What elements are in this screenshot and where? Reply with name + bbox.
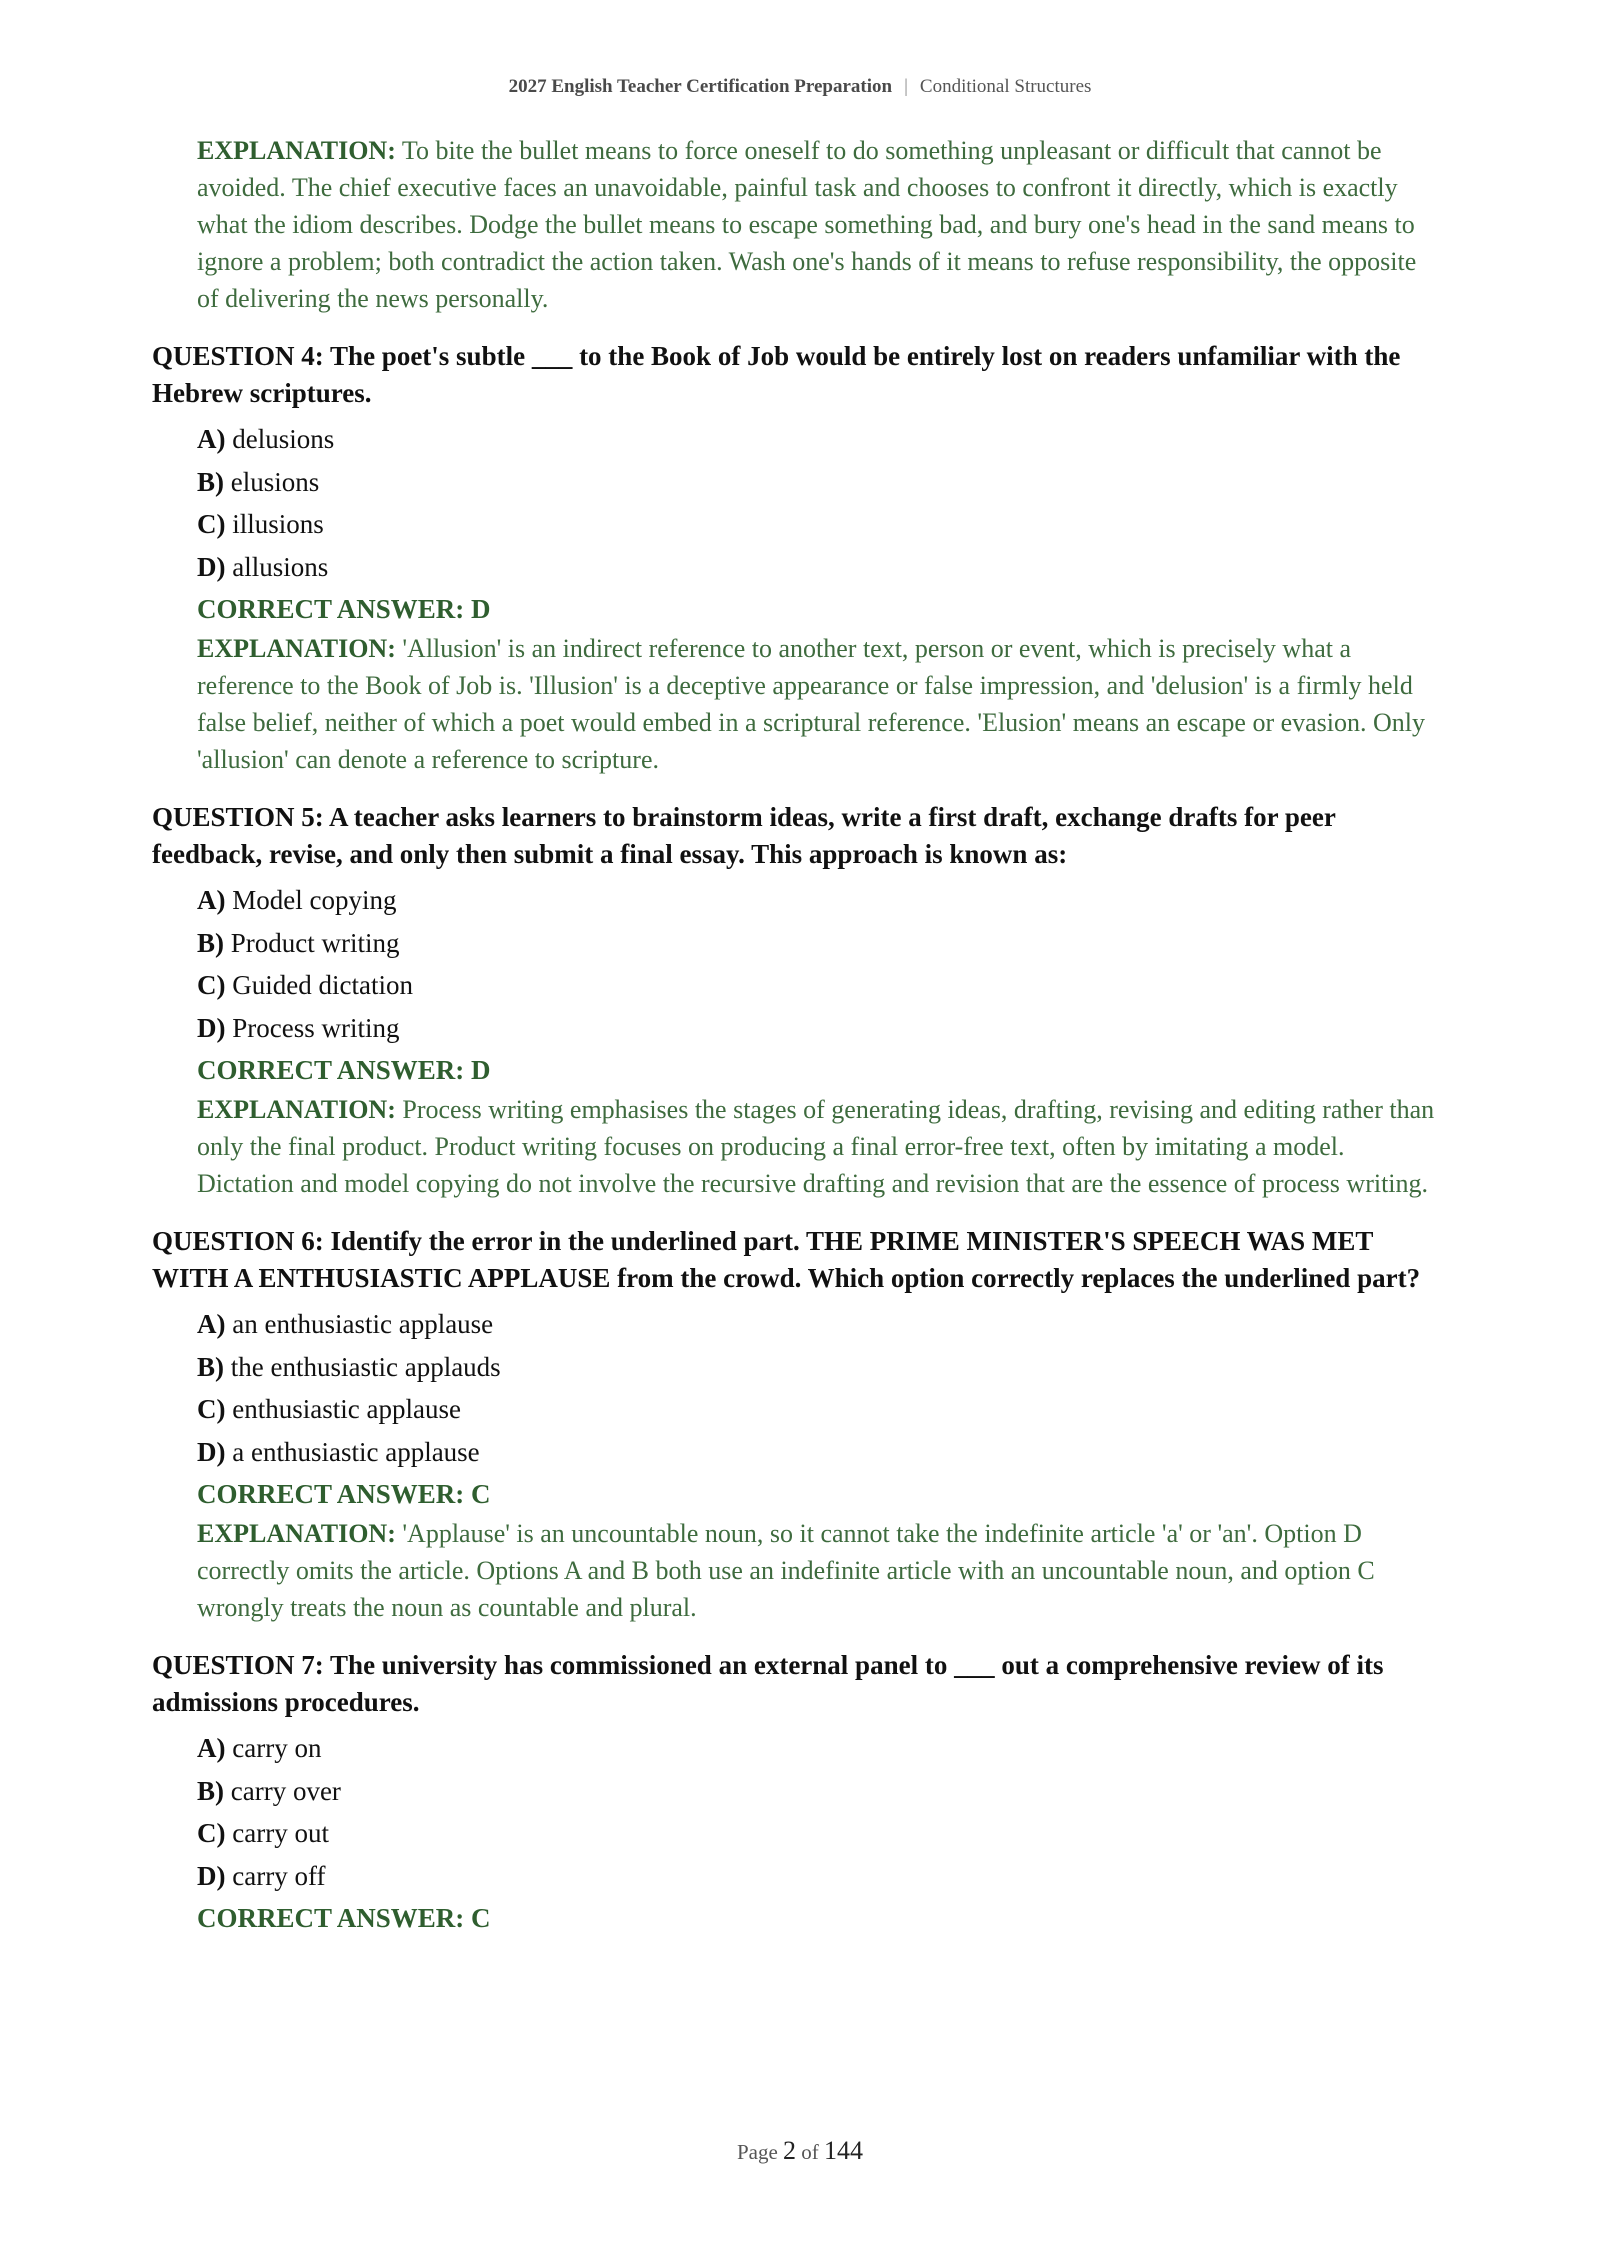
- question-stem: QUESTION 7: The university has commissioned an external panel to ___ out a comprehensive review of its admissions procedures.: [152, 1650, 1384, 1717]
- page-content: [152, 132, 1442, 1939]
- correct-answer: CORRECT ANSWER: C: [197, 1479, 491, 1509]
- option-d: [197, 546, 1442, 589]
- option-letter: D): [197, 1436, 226, 1467]
- option-letter: A): [197, 1733, 226, 1763]
- option-c: [197, 964, 1442, 1007]
- intro-explanation: [197, 132, 1442, 317]
- option-a: [197, 879, 1442, 922]
- option-a: [197, 1727, 1442, 1770]
- option-letter: B): [197, 1351, 224, 1382]
- option-text: the enthusiastic applauds: [224, 1351, 501, 1382]
- option-letter: C): [197, 509, 226, 539]
- option-text: Guided dictation: [225, 970, 413, 1000]
- option-b: [197, 1346, 1442, 1389]
- option-text: an enthusiastic applause: [225, 1309, 494, 1339]
- option-b: [197, 922, 1442, 965]
- option-d: [197, 1007, 1442, 1050]
- explanation-text: 'Allusion' is an indirect reference to another text, person or event, which is precisely what a reference to the Book of Job is. 'Illusion' is a deceptive appearance or false impression, and 'delusion' is a firmly held false belief, neither of which a poet would embed in a scriptural reference. 'Elusion' means an escape or evasion. Only 'allusion' can denote a reference to scripture.: [197, 634, 1426, 774]
- option-list: [197, 1727, 1442, 1897]
- option-text: a enthusiastic applause: [225, 1436, 480, 1467]
- correct-answer: CORRECT ANSWER: C: [197, 1903, 491, 1933]
- option-c: [197, 503, 1442, 546]
- of-label: of: [801, 2140, 819, 2164]
- header-separator: |: [904, 76, 908, 97]
- option-list: [197, 1303, 1442, 1473]
- explanation-text: To bite the bullet means to force oneself to do something unpleasant or difficult that cannot be avoided. The chief executive faces an unavoidable, painful task and chooses to confront it directly, which is exactly what the idiom describes. Dodge the bullet means to escape something bad, and bury one's head in the sand means to ignore a problem; both contradict the action taken. Wash one's hands of it means to refuse responsibility, the opposite of delivering the news personally.: [197, 136, 1417, 313]
- explanation-label: EXPLANATION:: [197, 1519, 396, 1548]
- option-letter: C): [197, 1818, 226, 1848]
- option-letter: A): [197, 885, 226, 915]
- explanation-label: EXPLANATION:: [197, 136, 396, 165]
- option-b: [197, 461, 1442, 504]
- explanation-text: Process writing emphasises the stages of generating ideas, drafting, revising and editing rather than only the final product. Product writing focuses on producing a final error-free text, often by imitating a model. Dictation and model copying do not involve the recursive drafting and revision that are the essence of process writing.: [197, 1095, 1435, 1198]
- option-text: carry on: [225, 1733, 322, 1763]
- option-letter: D): [197, 1860, 226, 1891]
- option-c: [197, 1812, 1442, 1855]
- option-letter: A): [197, 1309, 226, 1339]
- option-d: [197, 1431, 1442, 1474]
- correct-answer: CORRECT ANSWER: D: [197, 594, 491, 624]
- option-a: [197, 1303, 1442, 1346]
- page-header: [0, 76, 1600, 98]
- option-b: [197, 1770, 1442, 1813]
- option-letter: C): [197, 970, 226, 1000]
- option-text: carry over: [224, 1775, 341, 1806]
- correct-answer: CORRECT ANSWER: D: [197, 1055, 491, 1085]
- option-text: illusions: [225, 509, 324, 539]
- option-text: Process writing: [225, 1012, 400, 1043]
- option-text: carry out: [225, 1818, 329, 1848]
- option-text: elusions: [224, 466, 320, 497]
- page-label: Page: [736, 2140, 778, 2164]
- option-letter: B): [197, 1775, 224, 1806]
- question-explanation: [197, 1515, 1442, 1626]
- question-stem: QUESTION 5: A teacher asks learners to brainstorm ideas, write a first draft, exchange drafts for peer feedback, revise, and only then submit a final essay. This approach is known as:: [152, 802, 1336, 869]
- option-letter: B): [197, 927, 224, 958]
- question-explanation: [197, 630, 1442, 778]
- option-letter: D): [197, 1012, 226, 1043]
- option-a: [197, 418, 1442, 461]
- question-7: [152, 1647, 1442, 1939]
- option-list: [197, 879, 1442, 1049]
- question-explanation: [197, 1091, 1442, 1202]
- explanation-label: EXPLANATION:: [197, 1095, 396, 1124]
- question-5: [152, 799, 1442, 1202]
- question-4: [152, 338, 1442, 778]
- option-letter: C): [197, 1394, 226, 1424]
- header-section: Conditional Structures: [919, 76, 1092, 97]
- option-text: enthusiastic applause: [225, 1394, 461, 1424]
- option-text: Model copying: [225, 885, 397, 915]
- total-pages: 144: [824, 2136, 864, 2165]
- header-title: 2027 English Teacher Certification Preparation: [508, 76, 893, 97]
- option-d: [197, 1855, 1442, 1898]
- explanation-label: EXPLANATION:: [197, 634, 396, 663]
- explanation-text: 'Applause' is an uncountable noun, so it cannot take the indefinite article 'a' or 'an'. Option D correctly omits the article. Options A and B both use an indefinite article with an uncountable noun, and option C wrongly treats the noun as countable and plural.: [197, 1519, 1375, 1622]
- question-stem: QUESTION 4: The poet's subtle ___ to the Book of Job would be entirely lost on readers unfamiliar with the Hebrew scriptures.: [152, 341, 1401, 408]
- option-c: [197, 1388, 1442, 1431]
- option-text: Product writing: [224, 927, 400, 958]
- option-letter: B): [197, 466, 224, 497]
- page-number: 2: [783, 2136, 797, 2165]
- option-letter: A): [197, 424, 226, 454]
- question-6: [152, 1223, 1442, 1626]
- page-footer: [0, 2136, 1600, 2166]
- question-stem: QUESTION 6: Identify the error in the underlined part. THE PRIME MINISTER'S SPEECH WAS MET WITH A ENTHUSIASTIC APPLAUSE from the crowd. Which option correctly replaces the underlined part?: [152, 1226, 1421, 1293]
- option-letter: D): [197, 551, 226, 582]
- option-text: allusions: [225, 551, 329, 582]
- option-list: [197, 418, 1442, 588]
- option-text: delusions: [225, 424, 335, 454]
- option-text: carry off: [225, 1860, 326, 1891]
